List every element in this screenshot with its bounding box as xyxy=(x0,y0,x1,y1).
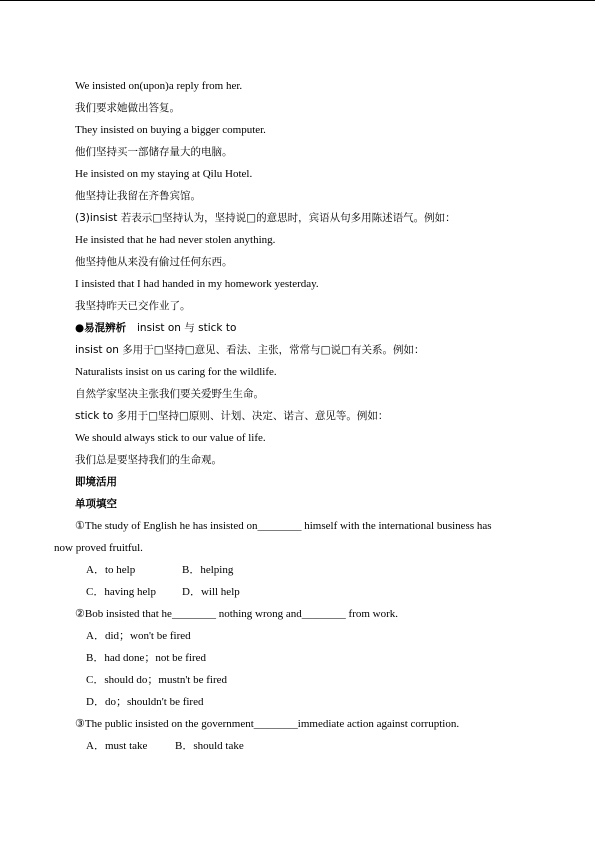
confusion-topic: insist on 与 stick to xyxy=(137,322,237,334)
answer-option: A．did；won't be fired xyxy=(86,630,191,642)
section-heading: 即境活用 xyxy=(75,476,117,488)
example-translation: 他们坚持买一部储存量大的电脑。 xyxy=(75,146,233,158)
answer-option: A．to help xyxy=(86,564,136,576)
question-stem: ②Bob insisted that he________ nothing wrong and________ from work. xyxy=(75,608,399,620)
example-sentence: I insisted that I had handed in my homework yesterday. xyxy=(75,278,319,290)
usage-note: stick to 多用于□坚持□原则、计划、决定、诺言、意见等。例如： xyxy=(75,410,389,422)
exercise-type-heading: 单项填空 xyxy=(75,498,117,510)
example-sentence: We insisted on(upon)a reply from her. xyxy=(75,80,243,92)
question-stem: ③The public insisted on the government________immediate action against corruption. xyxy=(75,718,460,730)
example-sentence: We should always stick to our value of life. xyxy=(75,432,266,444)
question-stem: ①The study of English he has insisted on________ himself with the international business has xyxy=(75,520,492,532)
example-sentence: They insisted on buying a bigger computer. xyxy=(75,124,266,136)
answer-option: B．had done；not be fired xyxy=(86,652,207,664)
example-sentence: He insisted on my staying at Qilu Hotel. xyxy=(75,168,253,180)
example-translation: 我们要求她做出答复。 xyxy=(75,102,180,114)
example-sentence: He insisted that he had never stolen anything. xyxy=(75,234,276,246)
example-translation: 他坚持让我留在齐鲁宾馆。 xyxy=(75,190,201,202)
example-sentence: Naturalists insist on us caring for the wildlife. xyxy=(75,366,277,378)
confusion-heading: ●易混辨析 xyxy=(75,322,127,334)
answer-option: C．having help xyxy=(86,586,156,598)
answer-option: B．should take xyxy=(175,740,244,752)
example-translation: 他坚持他从来没有偷过任何东西。 xyxy=(75,256,233,268)
example-translation: 我们总是要坚持我们的生命观。 xyxy=(75,454,222,466)
answer-option: A．must take xyxy=(86,740,148,752)
example-translation: 自然学家坚决主张我们要关爱野生生命。 xyxy=(75,388,264,400)
answer-option: C．should do；mustn't be fired xyxy=(86,674,228,686)
example-translation: 我坚持昨天已交作业了。 xyxy=(75,300,191,312)
question-stem-continued: now proved fruitful. xyxy=(54,542,143,554)
answer-option: D．will help xyxy=(182,586,240,598)
answer-option: D．do；shouldn't be fired xyxy=(86,696,204,708)
answer-option: B．helping xyxy=(182,564,234,576)
usage-note: insist on 多用于□坚持□意见、看法、主张，常常与□说□有关系。例如： xyxy=(75,344,425,356)
usage-note: (3)insist 若表示□坚持认为，坚持说□的意思时，宾语从句多用陈述语气。例如： xyxy=(75,212,456,224)
header-rule xyxy=(0,0,595,1)
